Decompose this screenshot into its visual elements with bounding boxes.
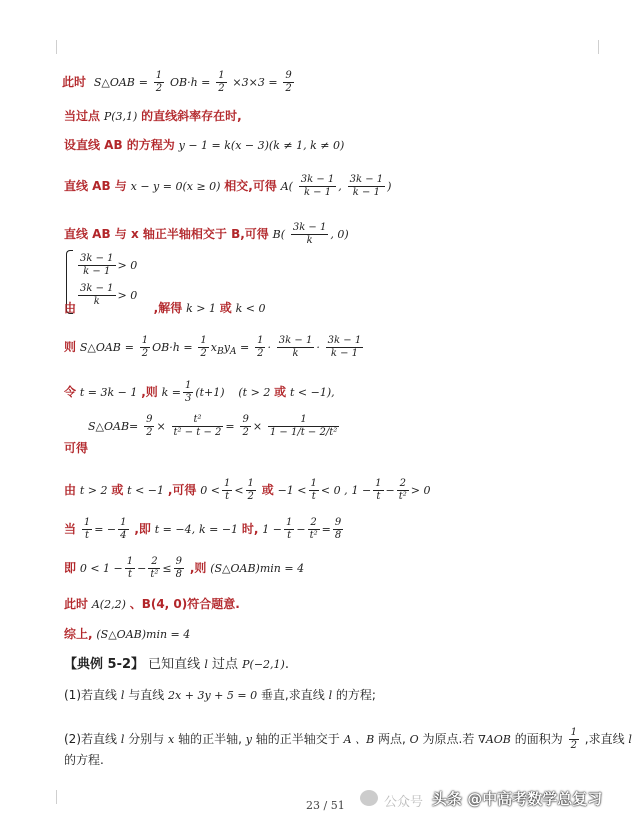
frac-half: $\frac{1}{2}$ bbox=[155, 70, 163, 94]
text-set-line-ab: 设直线 AB 的方程为 bbox=[64, 138, 175, 152]
math-k-gt-1: k > 1 bbox=[186, 302, 216, 315]
math-line-eq: y − 1 = k(x − 3)(k ≠ 1, k ≠ 0) bbox=[178, 139, 345, 152]
question-2: (2)若直线 l 分别与 x 轴的正半轴, y 轴的正半轴交于 A 、B 两点, O 为原点.若 ∇AOB 的面积为 $\frac{1}{2}$ ,求直线 l bbox=[64, 727, 632, 751]
text-intersect-x-axis: 直线 AB 与 x 轴正半轴相交于 B,可得 bbox=[64, 227, 269, 241]
math-t-def: t = 3k − 1 bbox=[79, 386, 138, 399]
line-when-equal: 当 $\frac{1}{t}$ = − $\frac{1}{4}$ ,即 t = −4, k = −1 时, 1 − $\frac{1}{t}$ − $\frac{2}{\text{t²}}$ = $\frac{9}{8}$ bbox=[64, 517, 342, 541]
line-conclusion: 综上, (S△OAB)min = 4 bbox=[64, 627, 191, 641]
text-then: 则 bbox=[64, 340, 77, 354]
text-then-2: ,则 bbox=[141, 385, 158, 399]
text-can-get: 可得 bbox=[64, 441, 89, 455]
frac-bx: $\frac{3k - 1}{k}$ bbox=[292, 222, 327, 246]
frac-ay: $\frac{3k - 1}{k - 1}$ bbox=[349, 174, 384, 198]
math-point-p31: P(3,1) bbox=[103, 110, 138, 123]
line-min-result: 即 0 < 1 − $\frac{1}{t}$ − $\frac{2}{\text{t²}}$ ≤ $\frac{9}{8}$ ,则 (S△OAB)min = 4 bbox=[64, 556, 305, 580]
line-area-in-t: S△OAB= $\frac{9}{2}$ × $\frac{\text{t²}}{\text{t² − t − 2}}$ = $\frac{9}{2}$ × $\frac{1}{\text{1 − 1/t − 2/t²}}$ bbox=[88, 414, 338, 438]
wechat-icon bbox=[360, 790, 378, 806]
question-2-cont: 的方程. bbox=[64, 753, 104, 767]
line-area-expression: 则 S△OAB = $\frac{1}{2}$ OB·h = $\frac{1}{2}$ $x_By_A$ = $\frac{1}{2}$ · $\frac{3k - 1}{k}$ · $\frac{3k - 1}{k - 1}$ bbox=[64, 335, 362, 359]
frac-nine-halves: $\frac{9}{2}$ bbox=[285, 70, 292, 94]
line-points-satisfy: 此时 A(2,2) 、B(4, 0)符合题意. bbox=[64, 597, 240, 611]
line-area-result: 此时 S△OAB = $\frac{1}{2}$ OB·h = $\frac{1}{2}$ ×3×3 = $\frac{9}{2}$ bbox=[62, 70, 292, 94]
watermark-toutiao: 头条 @中高考数学总复习 bbox=[432, 790, 603, 808]
math-x-minus-y: x − y = 0(x ≥ 0) bbox=[130, 180, 221, 193]
math-s-oab: S△OAB bbox=[93, 76, 135, 89]
text-let: 令 bbox=[64, 385, 77, 399]
math-t-range: (t > 2 bbox=[238, 386, 271, 399]
line-substitution: 令 t = 3k − 1 ,则 k = $\frac{1}{3}$ (t+1) (t > 2 或 t < −1), bbox=[64, 380, 335, 404]
line-solve-k bbox=[64, 300, 640, 317]
line-slope-exists bbox=[64, 108, 640, 125]
text-from: 由 bbox=[64, 301, 77, 315]
text-line-ab-with: 直线 AB 与 bbox=[64, 179, 127, 193]
text-when-through-point: 当过点 bbox=[64, 109, 101, 123]
line-intersect-a: 直线 AB 与 x − y = 0(x ≥ 0) 相交,可得 A( $\frac{3k - 1}{k - 1}$ , $\frac{3k - 1}{k - 1}$ ) bbox=[64, 174, 392, 198]
line-intersect-b: 直线 AB 与 x 轴正半轴相交于 B,可得 B( $\frac{3k - 1}{k}$ , 0) bbox=[64, 222, 349, 246]
text-slope-exists: 的直线斜率存在时, bbox=[141, 109, 242, 123]
math-point-b: B bbox=[272, 228, 281, 241]
page-number: 23 / 51 bbox=[306, 799, 345, 812]
line-t-bounds: 由 t > 2 或 t < −1 ,可得 0 < $\frac{1}{t}$ < $\frac{1}{2}$ 或 −1 < $\frac{1}{t}$ < 0 , 1 − $\frac{1}{t}$ − $\frac{2}{\text{t²}}$ > 0 bbox=[64, 478, 431, 502]
line-equation-ab bbox=[64, 137, 640, 154]
crop-mark-top-right bbox=[584, 40, 599, 54]
text-or: 或 bbox=[219, 301, 232, 315]
watermark-faint: 公众号 bbox=[384, 795, 424, 810]
example-label: 【典例 5-2】 bbox=[64, 657, 145, 672]
line-can-get bbox=[64, 440, 640, 456]
system-row-2: $\frac{3k - 1}{k}$ > 0 bbox=[80, 283, 138, 307]
crop-mark-bottom-left bbox=[56, 790, 71, 804]
text-intersect: 相交,可得 bbox=[224, 179, 277, 193]
text-solve: ,解得 bbox=[153, 301, 183, 315]
math-point-a: A bbox=[280, 180, 289, 193]
text-this-time: 此时 bbox=[62, 75, 87, 89]
system-row-1: $\frac{3k - 1}{k - 1}$ > 0 bbox=[80, 253, 138, 277]
frac-half-2: $\frac{1}{2}$ bbox=[218, 70, 225, 94]
frac-ax: $\frac{3k - 1}{k - 1}$ bbox=[300, 174, 335, 198]
math-k-lt-0: k < 0 bbox=[235, 302, 266, 315]
crop-mark-top-left bbox=[56, 40, 71, 54]
example-heading: 【典例 5-2】 已知直线 l 过点 P(−2,1). bbox=[64, 657, 289, 672]
question-1: (1)若直线 l 与直线 2x + 3y + 5 = 0 垂直,求直线 l 的方程; bbox=[64, 688, 376, 702]
